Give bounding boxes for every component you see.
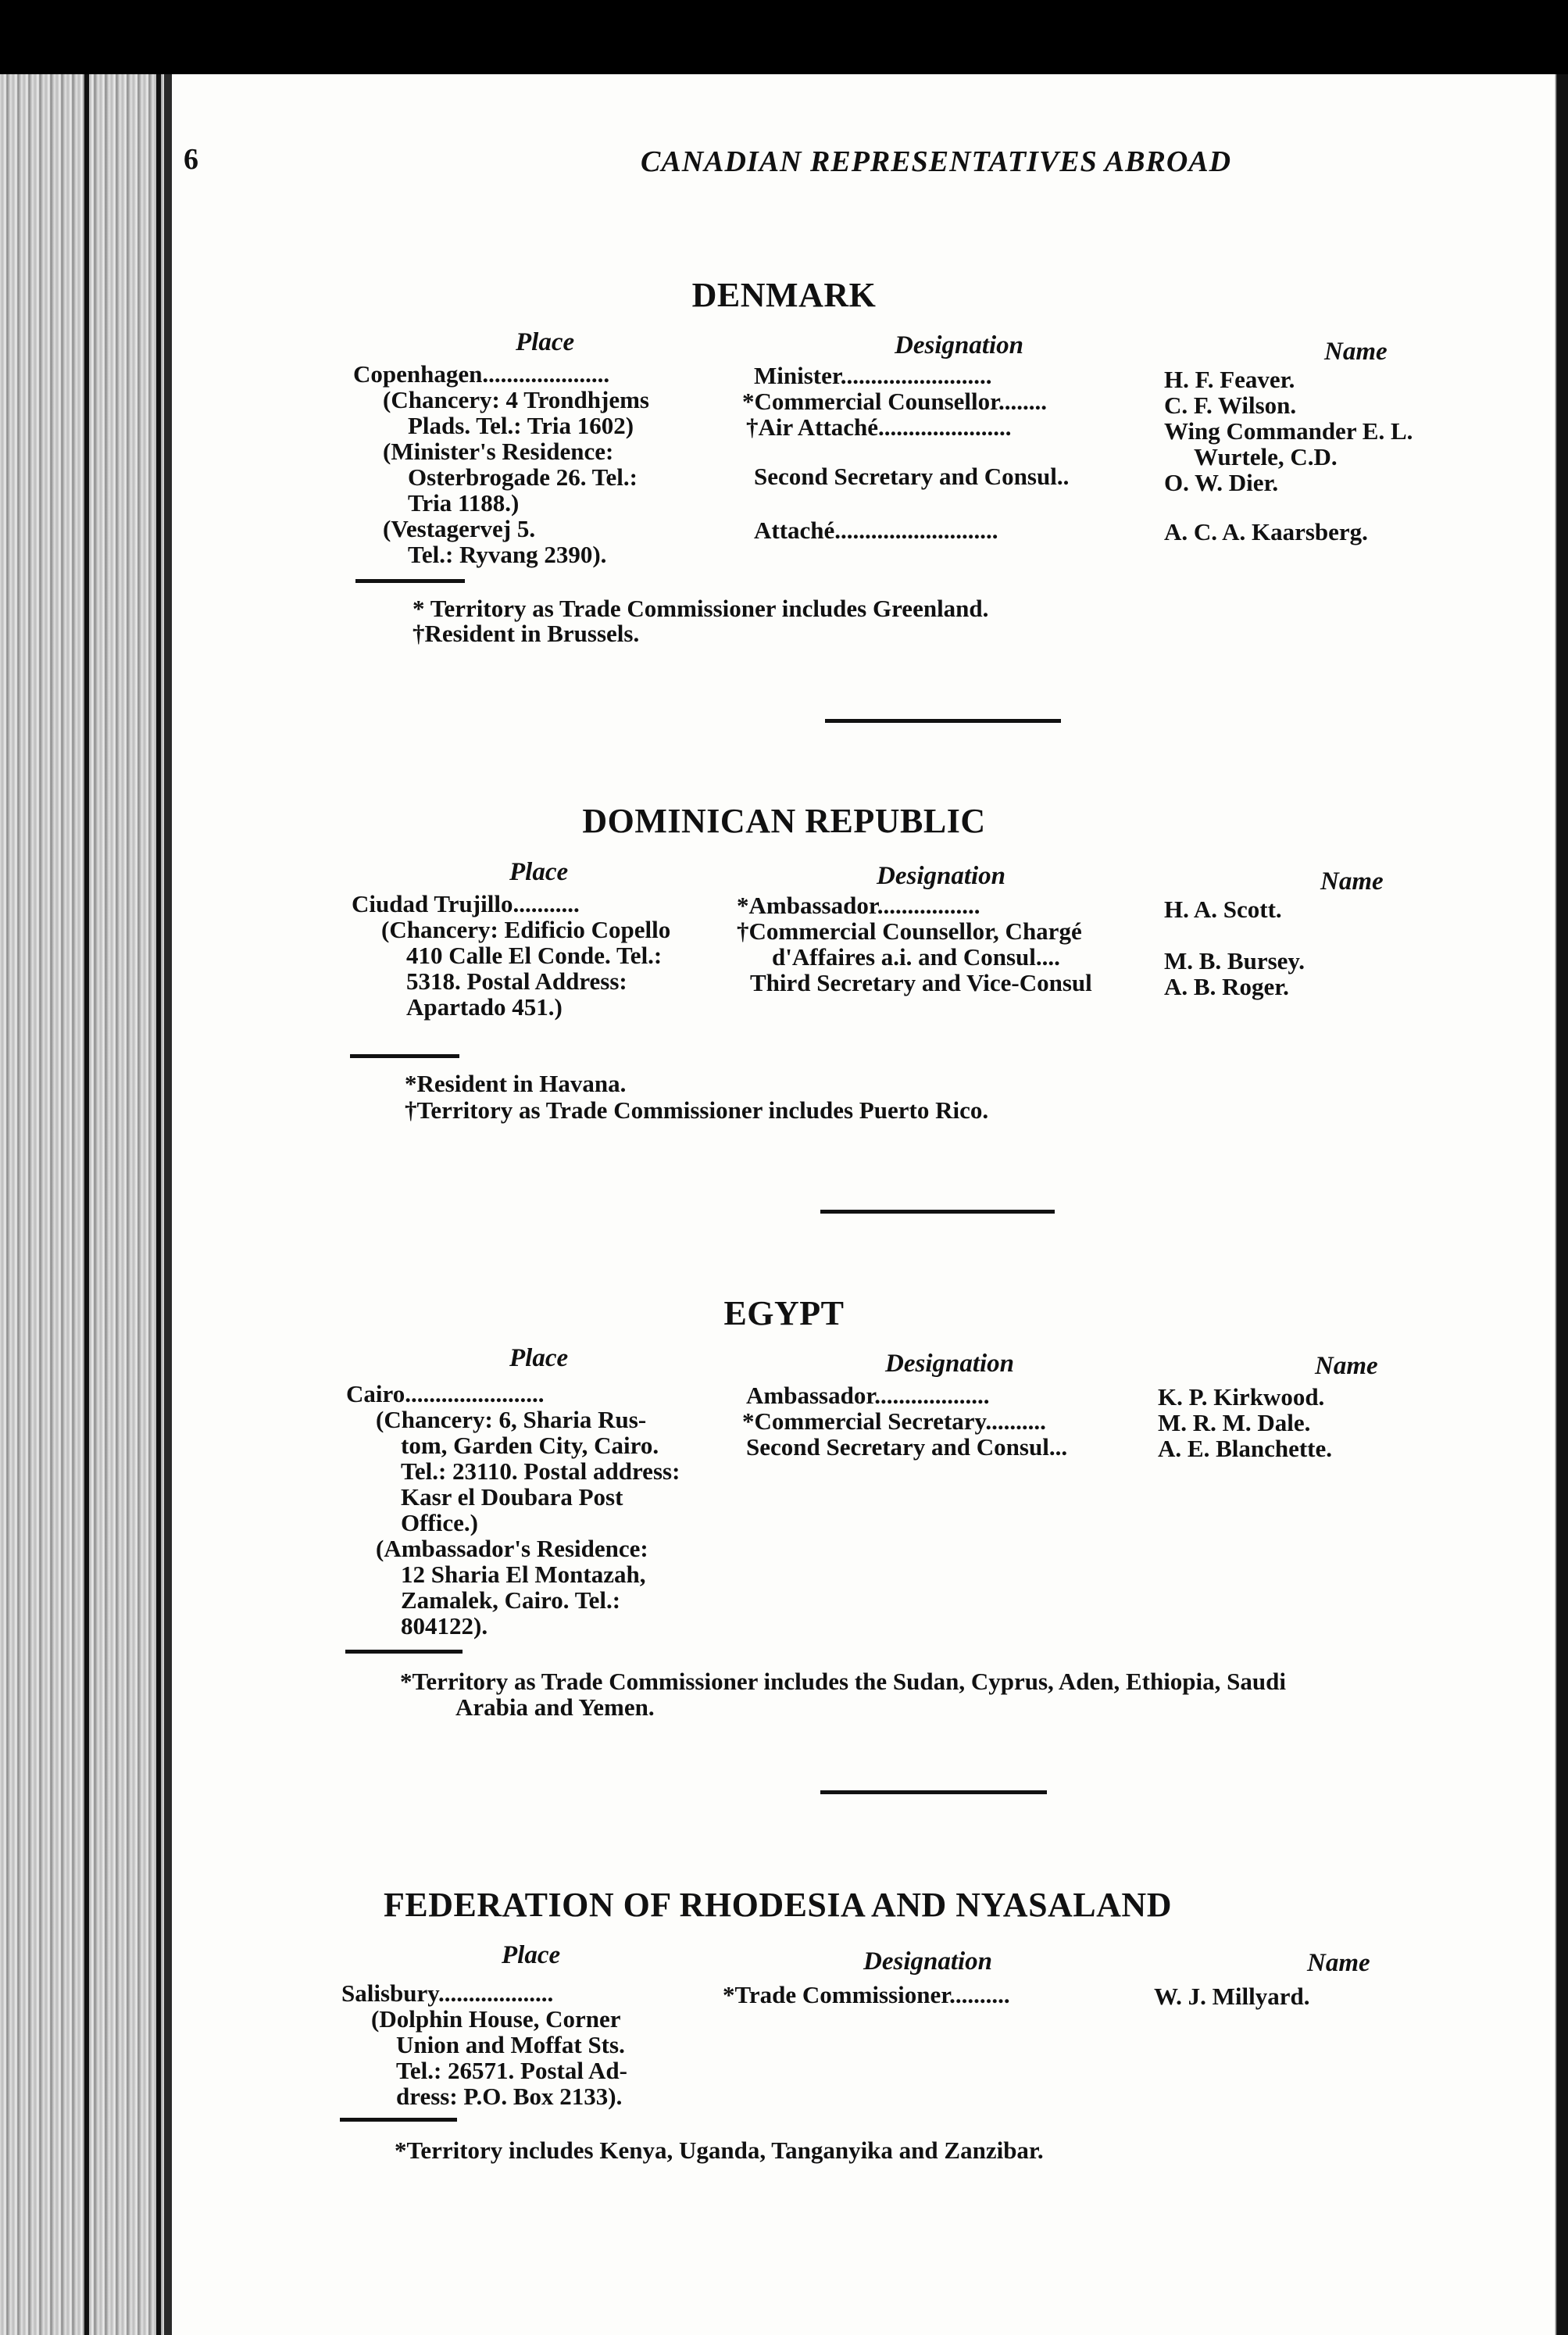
place-line: 5318. Postal Address: (406, 969, 627, 995)
name-column-egypt (1158, 1385, 1486, 1462)
designation-line: Minister......................... (754, 363, 992, 389)
place-line: Ciudad Trujillo........... (352, 892, 580, 917)
name-line (1164, 923, 1492, 949)
place-line: 12 Sharia El Montazah, (401, 1562, 646, 1588)
designation-line: Third Secretary and Vice-Consul (750, 971, 1092, 996)
section-divider (820, 1790, 1047, 1794)
column-header-name: Name (1324, 338, 1388, 366)
place-line: Office.) (401, 1511, 478, 1536)
footnote: †Resident in Brussels. (413, 620, 640, 647)
place-line: (Minister's Residence: (383, 439, 614, 465)
name-line: H. F. Feaver. (1164, 367, 1295, 393)
name-line (1164, 496, 1492, 520)
footnote: Arabia and Yemen. (455, 1693, 655, 1721)
designation-line: †Air Attaché...................... (746, 415, 1012, 441)
designation-line: Attaché........................... (754, 518, 998, 544)
footnote-rule (355, 579, 465, 583)
column-header-designation: Designation (877, 862, 1006, 890)
section-divider (820, 1210, 1055, 1214)
place-line: tom, Garden City, Cairo. (401, 1433, 659, 1459)
column-header-name: Name (1315, 1352, 1378, 1380)
name-line: H. A. Scott. (1164, 897, 1282, 923)
place-line: 410 Calle El Conde. Tel.: (406, 943, 663, 969)
place-line: Osterbrogade 26. Tel.: (408, 465, 638, 491)
designation-line: Second Secretary and Consul... (746, 1435, 1068, 1461)
place-line: 804122). (401, 1614, 488, 1640)
column-header-place: Place (516, 328, 575, 356)
name-line: C. F. Wilson. (1164, 393, 1297, 419)
place-line: (Vestagervej 5. (383, 517, 536, 542)
column-header-designation: Designation (885, 1350, 1015, 1378)
name-line: A. B. Roger. (1164, 974, 1289, 1000)
footnote: * Territory as Trade Commissioner includes Greenland. (413, 595, 989, 622)
place-line: (Ambassador's Residence: (376, 1536, 648, 1562)
name-line: M. B. Bursey. (1164, 949, 1305, 974)
designation-column-rhodesia-nyasaland (723, 1983, 1129, 2008)
place-line: (Chancery: 6, Sharia Rus- (376, 1407, 647, 1433)
place-line: Kasr el Doubara Post (401, 1485, 623, 1511)
place-column-dominican-republic (352, 892, 727, 1021)
footnote-rule (350, 1054, 459, 1058)
name-line: M. R. M. Dale. (1158, 1411, 1311, 1436)
designation-line: *Commercial Counsellor........ (742, 389, 1048, 415)
column-header-place: Place (509, 858, 569, 886)
column-header-name: Name (1307, 1949, 1370, 1977)
footnote: *Territory as Trade Commissioner includes the Sudan, Cyprus, Aden, Ethiopia, Saudi (400, 1668, 1286, 1695)
column-header-designation: Designation (863, 1947, 993, 1976)
name-line: Wurtele, C.D. (1194, 445, 1338, 470)
designation-line: *Trade Commissioner.......... (723, 1983, 1010, 2008)
name-line: O. W. Dier. (1164, 470, 1279, 496)
scan-right-border (1520, 74, 1568, 2335)
page-number: 6 (184, 143, 198, 176)
designation-column-dominican-republic (737, 893, 1143, 996)
column-header-place: Place (502, 1941, 561, 1969)
name-line: Wing Commander E. L. (1164, 419, 1413, 445)
designation-column-egypt (742, 1383, 1148, 1461)
designation-line: *Commercial Secretary.......... (742, 1409, 1046, 1435)
spine-line (156, 74, 161, 2335)
column-header-designation: Designation (895, 331, 1024, 359)
designation-line: *Ambassador................. (737, 893, 980, 919)
place-line: Zamalek, Cairo. Tel.: (401, 1588, 621, 1614)
footnote: *Resident in Havana. (405, 1070, 627, 1097)
designation-line: Ambassador................... (746, 1383, 990, 1409)
section-title-dominican-republic: DOMINICAN REPUBLIC (582, 802, 986, 840)
place-line: Tel.: 23110. Postal address: (401, 1459, 680, 1485)
name-line: A. C. A. Kaarsberg. (1164, 520, 1368, 545)
place-line: Tel.: 26571. Postal Ad- (396, 2058, 627, 2084)
section-divider (825, 719, 1061, 723)
section-title-denmark: DENMARK (691, 276, 877, 314)
name-line: A. E. Blanchette. (1158, 1436, 1333, 1462)
footnote-rule (345, 1650, 463, 1654)
name-line: K. P. Kirkwood. (1158, 1385, 1325, 1411)
designation-line (742, 441, 1148, 464)
name-column-denmark (1164, 367, 1492, 545)
place-line: Apartado 451.) (406, 995, 563, 1021)
footnote: *Territory includes Kenya, Uganda, Tanganyika and Zanzibar. (395, 2137, 1044, 2164)
spine-line (84, 74, 89, 2335)
designation-column-denmark (742, 363, 1148, 544)
place-line: Salisbury................... (341, 1981, 554, 2007)
book-page-edges (0, 74, 164, 2335)
place-line: Copenhagen..................... (353, 362, 610, 388)
place-line: Union and Moffat Sts. (396, 2033, 625, 2058)
column-header-place: Place (509, 1344, 569, 1372)
place-line: Tria 1188.) (408, 491, 520, 517)
footnote-rule (340, 2118, 457, 2122)
designation-line (742, 490, 1148, 518)
running-head: CANADIAN REPRESENTATIVES ABROAD (641, 145, 1232, 178)
designation-line: Second Secretary and Consul.. (754, 464, 1070, 490)
scan-top-border (0, 0, 1568, 74)
place-column-rhodesia-nyasaland (341, 1981, 716, 2110)
footnote: †Territory as Trade Commissioner includes Puerto Rico. (405, 1096, 989, 1124)
place-line: Tel.: Ryvang 2390). (408, 542, 607, 568)
section-title-egypt: EGYPT (723, 1294, 845, 1332)
name-column-dominican-republic (1164, 897, 1492, 1000)
place-line: Plads. Tel.: Tria 1602) (408, 413, 634, 439)
place-column-egypt (346, 1382, 721, 1640)
place-line: (Dolphin House, Corner (371, 2007, 621, 2033)
section-title-rhodesia-nyasaland: FEDERATION OF RHODESIA AND NYASALAND (384, 1886, 1172, 1924)
designation-line: †Commercial Counsellor, Chargé (737, 919, 1082, 945)
place-line: (Chancery: 4 Trondhjems (383, 388, 649, 413)
place-line: (Chancery: Edificio Copello (381, 917, 671, 943)
place-line: dress: P.O. Box 2133). (396, 2084, 623, 2110)
column-header-name: Name (1320, 867, 1384, 896)
place-column-denmark (353, 362, 728, 568)
name-column-rhodesia-nyasaland (1154, 1984, 1482, 2010)
name-line: W. J. Millyard. (1154, 1984, 1310, 2010)
designation-line: d'Affaires a.i. and Consul.... (772, 945, 1060, 971)
place-line: Cairo....................... (346, 1382, 545, 1407)
